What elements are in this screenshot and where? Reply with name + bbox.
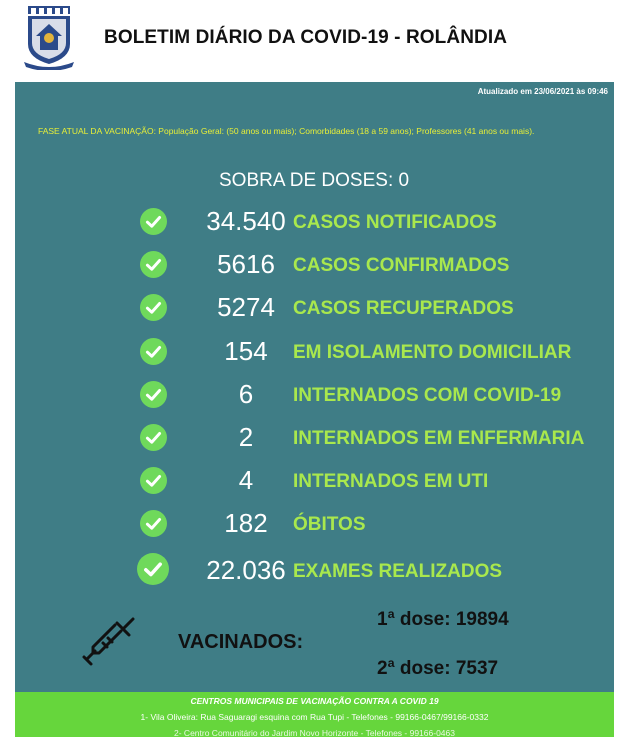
- stat-label: ÓBITOS: [293, 514, 366, 535]
- check-circle-icon: [140, 294, 167, 321]
- check-circle-icon: [140, 208, 167, 235]
- second-dose-count: 2ª dose: 7537: [377, 658, 499, 679]
- syringe-icon: [81, 615, 137, 671]
- stat-row-recovered: [15, 288, 614, 328]
- check-circle-icon: [140, 467, 167, 494]
- municipal-crest-icon: [22, 6, 76, 70]
- stat-value: 2: [238, 422, 254, 452]
- stat-value: 154: [224, 336, 268, 366]
- footer-center-1: 1- Vila Oliveira: Rua Saguaragi esquina com Rua Tupi - Telefones - 99166-0467/99166-0332: [140, 712, 489, 722]
- stat-label: CASOS RECUPERADOS: [293, 298, 514, 319]
- stat-row-notified: [15, 202, 614, 242]
- stat-row-home-isolation: [15, 332, 614, 372]
- footer-center-2: 2- Centro Comunitário do Jardim Novo Horizonte - Telefones - 99166-0463: [174, 728, 455, 738]
- check-circle-icon: [140, 381, 167, 408]
- check-circle-icon: [137, 553, 169, 585]
- leftover-doses: SOBRA DE DOSES: 0: [219, 170, 410, 191]
- vaccination-centers-footer: [15, 692, 614, 737]
- stat-label: EM ISOLAMENTO DOMICILIAR: [293, 342, 572, 363]
- stat-value: 5274: [217, 292, 275, 322]
- check-circle-icon: [140, 424, 167, 451]
- stat-label: EXAMES REALIZADOS: [293, 561, 503, 582]
- check-circle-icon: [140, 510, 167, 537]
- vaccination-phase-prefix: FASE ATUAL DA VACINAÇÃO:: [38, 126, 156, 136]
- stat-value: 5616: [217, 249, 275, 279]
- stat-row-icu: [15, 461, 614, 501]
- stat-value: 182: [224, 508, 268, 538]
- updated-timestamp: Atualizado em 23/06/2021 às 09:46: [477, 87, 608, 96]
- stat-value: 4: [238, 465, 254, 495]
- stat-label: CASOS NOTIFICADOS: [293, 212, 497, 233]
- stat-row-hospitalized: [15, 375, 614, 415]
- page-header: [0, 0, 631, 80]
- stat-row-exams: [15, 551, 614, 591]
- stat-row-deaths: [15, 504, 614, 544]
- stat-label: INTERNADOS EM UTI: [293, 471, 489, 492]
- vaccination-phase-text: População Geral: (50 anos ou mais); Comorbidades (18 a 59 anos); Professores (41 anos ou mais).: [155, 126, 535, 136]
- stat-label: INTERNADOS EM ENFERMARIA: [293, 428, 585, 449]
- vaccination-phase: [38, 126, 534, 136]
- stat-value: 22.036: [206, 555, 286, 585]
- stat-value: 34.540: [206, 206, 286, 236]
- stat-row-confirmed: [15, 245, 614, 285]
- check-circle-icon: [140, 338, 167, 365]
- stat-label: INTERNADOS COM COVID-19: [293, 385, 562, 406]
- stat-row-ward: [15, 418, 614, 458]
- stat-label: CASOS CONFIRMADOS: [293, 255, 510, 276]
- vaccinated-label: VACINADOS:: [178, 631, 304, 653]
- first-dose-count: 1ª dose: 19894: [377, 609, 509, 630]
- page-title: BOLETIM DIÁRIO DA COVID-19 - ROLÂNDIA: [104, 27, 508, 48]
- check-circle-icon: [140, 251, 167, 278]
- bulletin-panel: [15, 82, 614, 692]
- footer-title: CENTROS MUNICIPAIS DE VACINAÇÃO CONTRA A COVID 19: [190, 696, 439, 706]
- stat-value: 6: [238, 379, 254, 409]
